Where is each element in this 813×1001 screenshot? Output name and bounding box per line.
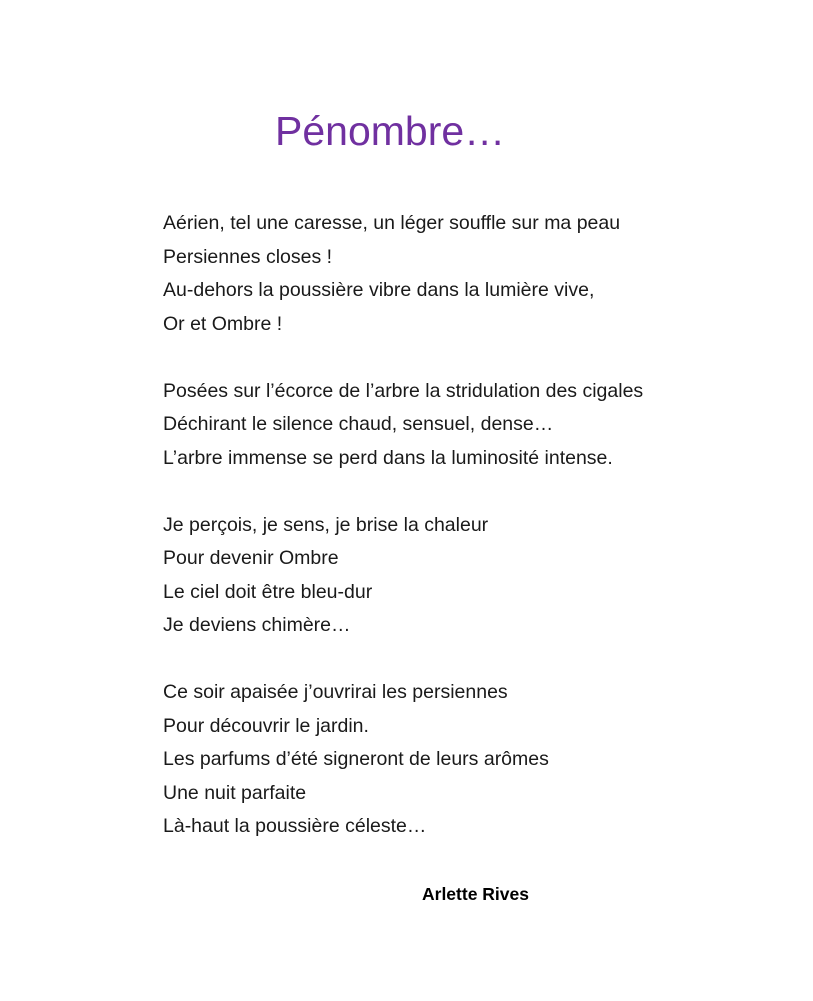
poem-line: Aérien, tel une caresse, un léger souffle sur ma peau (163, 212, 621, 234)
poem-line: Pour devenir Ombre (163, 547, 339, 569)
poem-line: Une nuit parfaite (163, 781, 307, 804)
poem-line: Là-haut la poussière céleste… (163, 815, 427, 837)
poem-line: Persiennes closes ! (163, 245, 333, 268)
poem-line: Or et Ombre ! (163, 312, 283, 335)
poem-line: Le ciel doit être bleu-dur (163, 580, 373, 603)
poem-line: Je deviens chimère… (163, 614, 351, 636)
poem-line: Pour découvrir le jardin. (163, 714, 369, 737)
poem-line: Au-dehors la poussière vibre dans la lumière vive, (163, 279, 595, 301)
poem-title: Pénombre… (275, 108, 506, 154)
stanza-1 (163, 207, 783, 341)
stanza-3 (163, 509, 783, 643)
poem-line: Posées sur l’écorce de l’arbre la stridulation des cigales (163, 379, 644, 402)
poem-line: Je perçois, je sens, je brise la chaleur (163, 513, 489, 536)
poem-line: Déchirant le silence chaud, sensuel, dense… (163, 413, 554, 435)
poem-body (163, 207, 783, 877)
poem-line: Ce soir apaisée j’ouvrirai les persiennes (163, 681, 508, 703)
stanza-2 (163, 375, 783, 476)
stanza-4 (163, 676, 783, 844)
author-signature: Arlette Rives (422, 884, 529, 904)
poem-line: Les parfums d’été signeront de leurs arômes (163, 748, 549, 770)
poem-line: L’arbre immense se perd dans la luminosité intense. (163, 446, 613, 469)
